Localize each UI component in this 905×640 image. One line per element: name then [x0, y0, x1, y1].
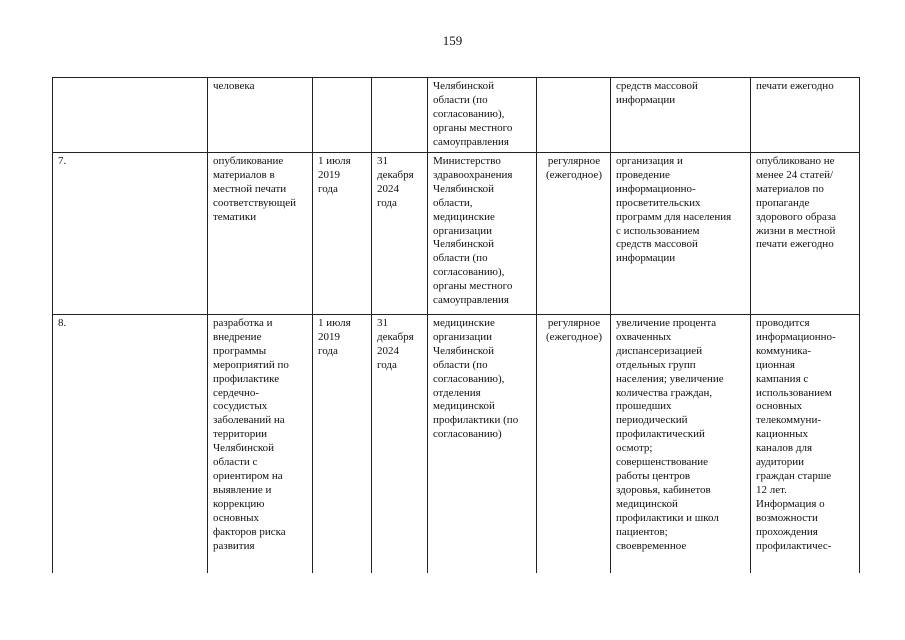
measure-cell: опубликование материалов в местной печати соответствующей тематики: [208, 153, 313, 315]
period-cell: регулярное (ежегодное): [537, 153, 611, 315]
measure-cell: человека: [208, 78, 313, 153]
end-date-cell: 31 декабря 2024 года: [372, 153, 428, 315]
executors-cell: медицинские организации Челябинской области (по согласованию), отделения медицинской профилактики (по согласованию): [428, 315, 537, 574]
period-cell: регулярное (ежегодное): [537, 315, 611, 574]
result-cell: увеличение процента охваченных диспансеризацией отдельных групп населения; увеличение количества граждан, прошедших периодический профилактический осмотр; совершенствование работы центров здоровья, кабинетов медицинской профилактики и школ пациентов; своевременное: [611, 315, 751, 574]
end-date-cell: [372, 78, 428, 153]
indicator-cell: опубликовано не менее 24 статей/ материалов по пропаганде здорового образа жизни в местной печати ежегодно: [751, 153, 860, 315]
table-row: [53, 78, 860, 153]
result-cell: организация и проведение информационно- просветительских программ для населения с использованием средств массовой информации: [611, 153, 751, 315]
result-cell: средств массовой информации: [611, 78, 751, 153]
start-date-cell: [313, 78, 372, 153]
table-row: [53, 315, 860, 574]
measures-table: [52, 77, 860, 573]
indicator-cell: проводится информационно- коммуника- ционная кампания с использованием основных телекоммуни- кационных каналов для аудитории граждан старше 12 лет. Информация о возможности прохождения профилактичес-: [751, 315, 860, 574]
measure-cell: разработка и внедрение программы мероприятий по профилактике сердечно- сосудистых заболеваний на территории Челябинской области с ориентиром на выявление и коррекцию основных факторов риска развития: [208, 315, 313, 574]
end-date-cell: 31 декабря 2024 года: [372, 315, 428, 574]
page-number: 159: [442, 33, 463, 48]
executors-cell: Челябинской области (по согласованию), органы местного самоуправления: [428, 78, 537, 153]
row-number-cell: 7.: [53, 153, 208, 315]
table-row: [53, 153, 860, 315]
executors-cell: Министерство здравоохранения Челябинской области, медицинские организации Челябинской области (по согласованию), органы местного самоуправления: [428, 153, 537, 315]
start-date-cell: 1 июля 2019 года: [313, 153, 372, 315]
indicator-cell: печати ежегодно: [751, 78, 860, 153]
period-cell: [537, 78, 611, 153]
start-date-cell: 1 июля 2019 года: [313, 315, 372, 574]
row-number-cell: 8.: [53, 315, 208, 574]
row-number-cell: [53, 78, 208, 153]
